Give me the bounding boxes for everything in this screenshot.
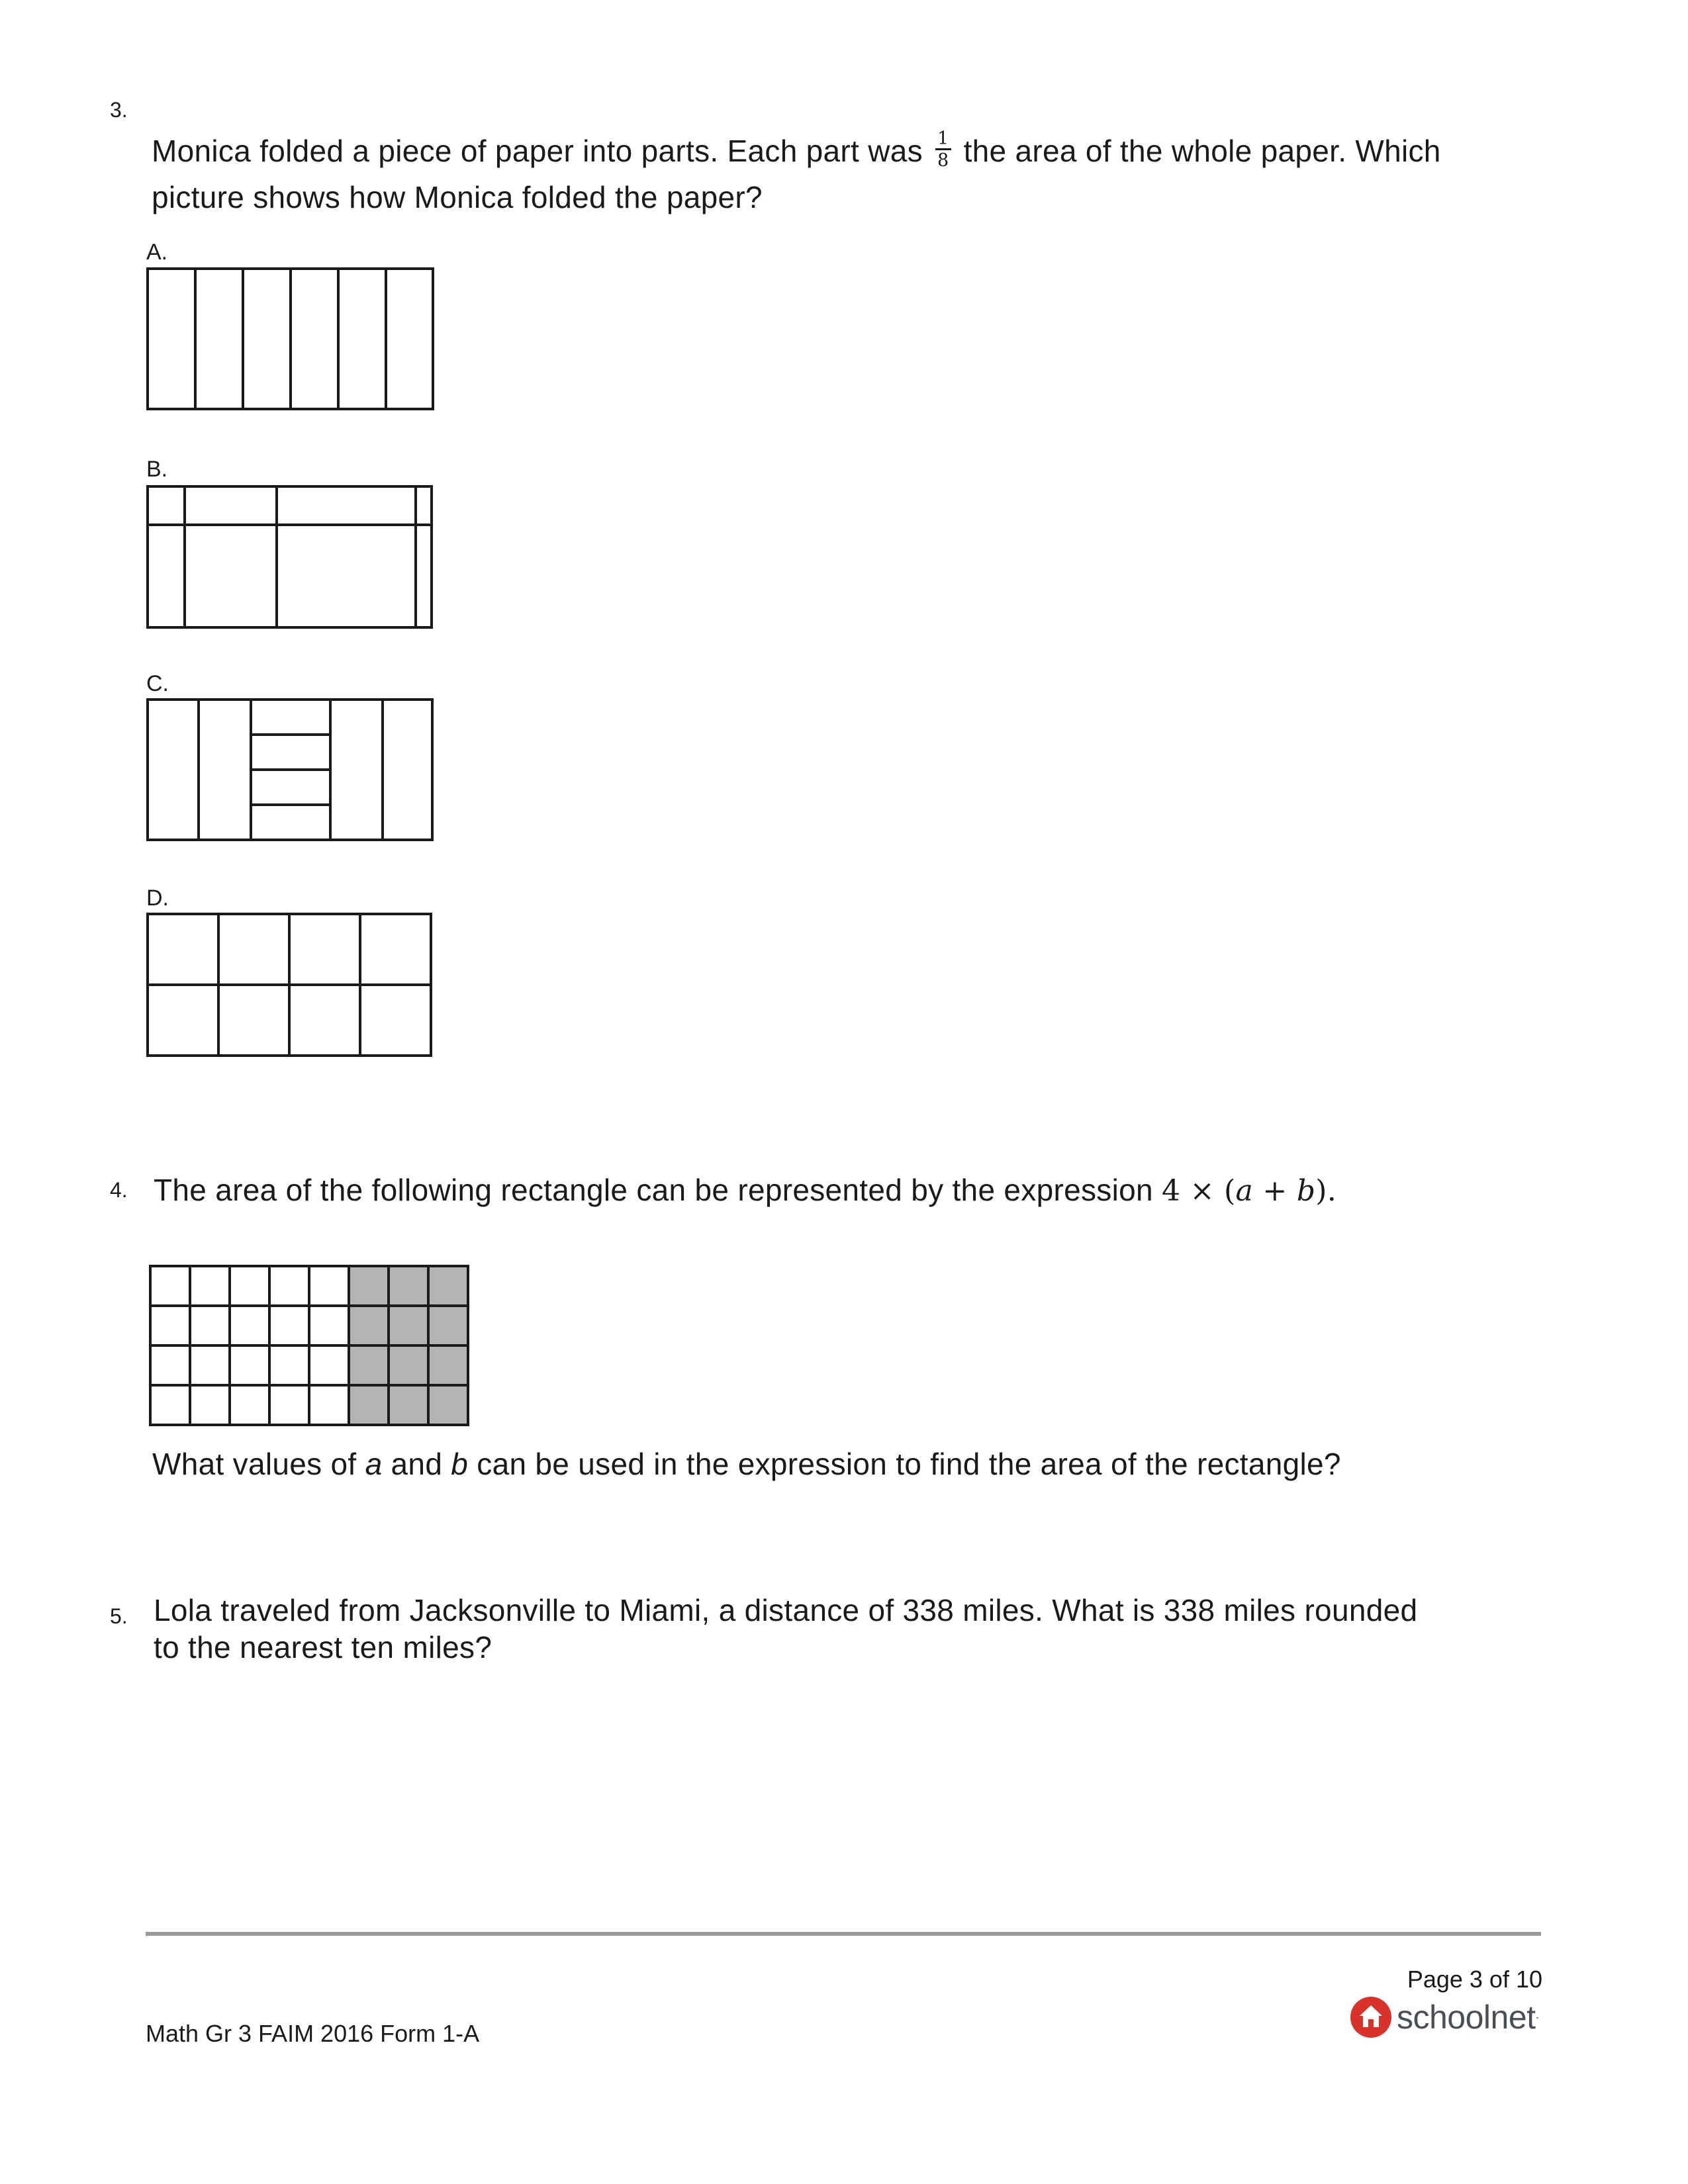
expression xyxy=(1162,1174,1336,1208)
question-5-text-line2: to the nearest ten miles? xyxy=(154,1630,492,1664)
grid-cell-shaded xyxy=(389,1345,428,1385)
option-b-figure[interactable] xyxy=(146,483,437,632)
expression-coef: 4 xyxy=(1161,1174,1181,1208)
fraction-one-eighth xyxy=(935,130,951,169)
grid-cell-shaded xyxy=(349,1345,389,1385)
grid-cell xyxy=(190,1306,230,1345)
grid-cell xyxy=(309,1266,349,1306)
grid-cell xyxy=(269,1306,309,1345)
logo-text: schoolnet xyxy=(1397,1999,1536,2036)
question-3-text-part1: Monica folded a piece of paper into parts. Each part was xyxy=(152,134,923,168)
followup-suffix: can be used in the expression to find the area of the rectangle? xyxy=(477,1447,1341,1481)
expression-close: ). xyxy=(1315,1174,1337,1208)
question-3-text-line2: picture shows how Monica folded the paper? xyxy=(152,180,763,214)
question-4-text-main: The area of the following rectangle can be represented by the expression xyxy=(154,1173,1153,1207)
option-d-figure[interactable] xyxy=(146,911,437,1060)
expression-plus: + xyxy=(1262,1174,1288,1208)
grid-cell xyxy=(230,1306,269,1345)
option-d-label: D. xyxy=(146,886,169,911)
grid-cell xyxy=(309,1385,349,1425)
option-c-figure[interactable] xyxy=(146,696,437,845)
grid-cell xyxy=(269,1385,309,1425)
grid-cell-shaded xyxy=(349,1306,389,1345)
fraction-denominator: 8 xyxy=(937,150,949,171)
grid-cell xyxy=(269,1266,309,1306)
question-3-number: 3. xyxy=(110,98,128,122)
option-b-label: B. xyxy=(146,457,168,482)
option-a-figure[interactable] xyxy=(146,265,437,414)
expression-a: a xyxy=(1235,1174,1254,1208)
schoolnet-logo xyxy=(1349,1994,1540,2040)
expression-b: b xyxy=(1296,1174,1316,1208)
variable-b: b xyxy=(451,1447,469,1481)
question-4-text xyxy=(154,1167,1336,1214)
question-5-text-line1: Lola traveled from Jacksonville to Miami, a distance of 338 miles. What is 338 miles rounded xyxy=(154,1593,1418,1627)
page-number: Page 3 of 10 xyxy=(1407,1966,1542,1993)
question-3-text xyxy=(152,128,1441,173)
footer-divider xyxy=(146,1932,1541,1936)
grid-cell xyxy=(190,1266,230,1306)
grid-cell xyxy=(309,1306,349,1345)
question-5-number: 5. xyxy=(110,1604,128,1628)
grid-cell-shaded xyxy=(428,1345,468,1385)
grid-cell-shaded xyxy=(428,1306,468,1345)
home-icon xyxy=(1349,1995,1393,2039)
fraction-numerator: 1 xyxy=(935,130,951,150)
grid-cell-shaded xyxy=(349,1266,389,1306)
grid-cell xyxy=(269,1345,309,1385)
grid-cell xyxy=(150,1345,190,1385)
option-a-label: A. xyxy=(146,240,168,265)
area-grid xyxy=(148,1264,479,1430)
grid-cell xyxy=(150,1306,190,1345)
grid-cell-shaded xyxy=(428,1385,468,1425)
question-4-followup xyxy=(152,1441,1341,1486)
expression-open: ( xyxy=(1224,1174,1236,1208)
variable-a: a xyxy=(365,1447,383,1481)
grid-cell xyxy=(150,1385,190,1425)
grid-cell-shaded xyxy=(389,1266,428,1306)
grid-cell-shaded xyxy=(389,1385,428,1425)
grid-cell-shaded xyxy=(349,1385,389,1425)
grid-cell xyxy=(230,1385,269,1425)
grid-cell-shaded xyxy=(428,1266,468,1306)
question-4-number: 4. xyxy=(110,1178,128,1202)
grid-cell xyxy=(230,1345,269,1385)
grid-cell-shaded xyxy=(389,1306,428,1345)
grid-cell xyxy=(190,1385,230,1425)
grid-cell xyxy=(190,1345,230,1385)
grid-cell xyxy=(230,1266,269,1306)
grid-cell xyxy=(309,1345,349,1385)
followup-prefix: What values of xyxy=(152,1447,357,1481)
expression-times: × xyxy=(1190,1174,1215,1208)
option-c-label: C. xyxy=(146,671,169,696)
logo-trademark: · xyxy=(1535,2010,1540,2024)
followup-and: and xyxy=(391,1447,443,1481)
grid-cell xyxy=(150,1266,190,1306)
option-b-outline xyxy=(148,486,432,627)
form-name: Math Gr 3 FAIM 2016 Form 1-A xyxy=(146,2020,480,2047)
question-3-text-part2: the area of the whole paper. Which xyxy=(963,134,1441,168)
